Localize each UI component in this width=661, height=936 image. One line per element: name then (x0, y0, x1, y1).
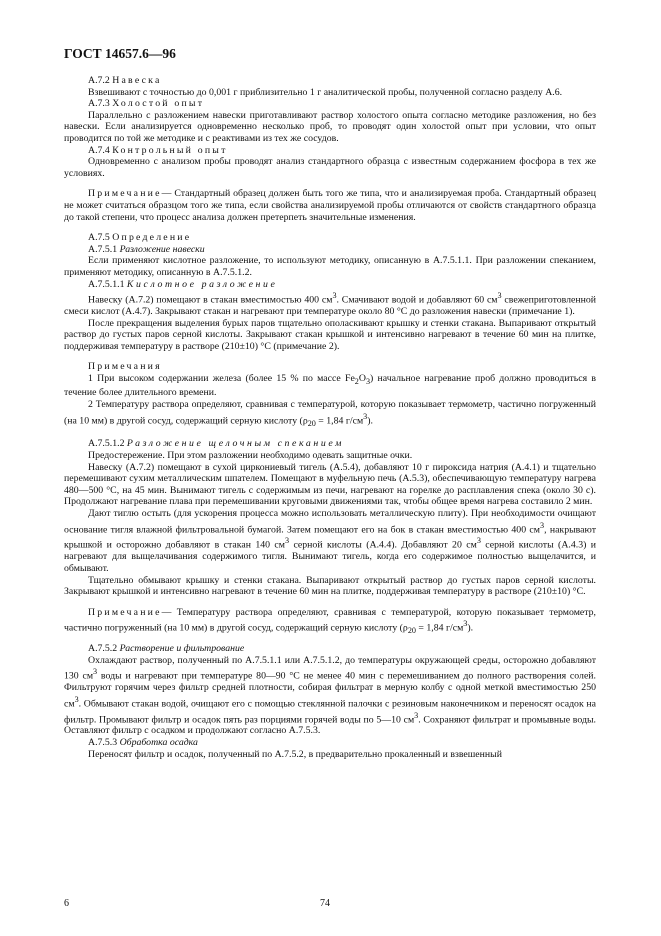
section-a7512-paragraph-1: Навеску (А.7.2) помещают в сухой циркониевый тигель (А.5.4), добавляют 10 г пироксида натрия (А.4.1) и тщательно перемешивают сухим металлическим шпателем. Помещают в муфельную печь (А.5.3), обеспечивающую температуру нагрева 480—500 °С, на 45 мин. Вынимают тигель с содержимым из печи, нагревают на горелке до расплавления спека (около 30 с). Продолжают нагревание плава при перемешивании круговыми движениями так, чтобы общее время нагрева составило 2 мин. (64, 461, 596, 508)
section-a7511-paragraph-1: Навеску (А.7.2) помещают в стакан вместимостью 400 $см^3$. Смачивают водой и добавляют 60 $см^3$ свежеприготовленной смеси кислот (А.4.7). Закрывают стакан и нагревают при температуре около 80 °С до разложения навески (примечание 1). (64, 291, 596, 317)
section-a7512-paragraph-2: Дают тиглю остыть (для ускорения процесса можно использовать металлическую плиту). При необходимости очищают основание тигля влажной фильтровальной бумагой. Затем помещают его на бок в стакан вместимостью 400 $см^3$, накрывают крышкой и осторожно добавляют в стакан 140 $см^3$ серной кислоты (А.4.4). Добавляют 20 $см^3$ серной кислоты (А.4.3) и нагревают для выщелачивания содержимого тигля. Вынимают тигель, когда его содержимое полностью выщелачится, и обмывают. (64, 508, 596, 574)
page-number-left: 6 (64, 898, 69, 909)
section-a751-heading: А.7.5.1 Разложение навески (88, 243, 205, 255)
note-iron-content: 1 При высоком содержании железа (более 15 % по массе $Fe_2O_3$) начальное нагревание проб должно проводиться в течение более длительного времени. (64, 372, 596, 399)
page-number-center: 74 (320, 898, 330, 909)
section-a72-heading: А.7.2 Навеска (88, 75, 162, 86)
section-a73-text: Параллельно с разложением навески приготавливают раствор холостого опыта согласно методике разложения, но без навески. Если анализируется одновременно несколько проб, то проводят один холостой опыт при условии, что опыт проводится по той же методике и с реактивами из тех же сосудов. (64, 109, 596, 144)
section-a72-text: Взвешивают с точностью до 0,001 г приблизительно 1 г аналитической пробы, полученной согласно разделу А.6. (88, 86, 563, 98)
section-a7511-paragraph-2: После прекращения выделения бурых паров тщательно ополаскивают крышку и стенки стакана. Выпаривают открытый раствор до густых паров серной кислоты. Закрывают стакан крышкой и интенсивно нагревают в течение 60 мин на плитке, поддерживая температуру в растворе (210±10) °С (примечание 2). (64, 317, 596, 352)
note-temperature: 2 Температуру раствора определяют, сравнивая с температурой, которую показывает термометр, частично погруженный (на 10 мм) в другой сосуд, содержащий серную кислоту ($\rho_{20} = 1,84$ $г/см^3$). (64, 399, 596, 428)
standard-code-header: ГОСТ 14657.6—96 (64, 46, 176, 61)
section-a73-heading: А.7.3 Холостой опыт (88, 98, 205, 110)
document-body (64, 75, 596, 760)
section-a7512-heading: А.7.5.1.2 Разложение щелочным спеканием (88, 438, 344, 450)
section-a751-text: Если применяют кислотное разложение, то используют методику, описанную в А.7.5.1.1. При разложении спеканием, применяют методику, описанную в А.7.5.1.2. (64, 255, 596, 278)
section-a752-heading: А.7.5.2 Растворение и фильтрование (88, 643, 245, 655)
note-temperature-alkaline: Примечание— Температуру раствора определяют, сравнивая с температурой, которую показывает термометр, частично погруженный (на 10 мм) в другой сосуд, содержащий серную кислоту ($\rho_{20} = 1,84$ $г/см^3$). (64, 606, 596, 636)
section-a74-text: Одновременно с анализом пробы проводят анализ стандартного образца с известным содержанием фосфора в тех же условиях. (64, 156, 596, 179)
section-a753-heading: А.7.5.3 Обработка осадка (88, 737, 198, 749)
section-a7512-warning: Предостережение. При этом разложении необходимо одевать защитные очки. (88, 450, 413, 462)
section-a7511-heading: А.7.5.1.1 Кислотное разложение (88, 278, 278, 290)
section-a753-text: Переносят фильтр и осадок, полученный по А.7.5.2, в предварительно прокаленный и взвешенный (88, 748, 502, 760)
section-a7512-paragraph-3: Тщательно обмывают крышку и стенки стакана. Выпаривают открытый раствор до густых паров серной кислоты. Закрывают крышкой и интенсивно нагревают в течение 60 мин на плитке, поддерживая температуру в растворе (210±10) °С. (64, 574, 596, 598)
section-a74-heading: А.7.4 Контрольный опыт (88, 144, 228, 156)
section-a752-text: Охлаждают раствор, полученный по А.7.5.1.1 или А.7.5.1.2, до температуры окружающей среды, осторожно добавляют 130 $см^3$ воды и нагревают при температуре 80—90 °С не менее 40 мин с перемешиванием до полного растворения солей. Фильтруют горячим через фильтр средней плотности, собирая фильтрат в мерную колбу с одной меткой вместимостью 250 $см^3$. Обмывают стакан водой, очищают его с помощью стеклянной палочки с резиновым наконечником и переносят осадок на фильтр. Промывают фильтр и осадок пять раз порциями горячей воды по 5—10 $см^3$. Сохраняют фильтрат и промывные воды. Оставляют фильтр с осадком и продолжают согласно А.7.5.3. (64, 654, 596, 737)
notes-heading: Примечания (88, 361, 162, 373)
section-a75-heading: А.7.5 Определение (88, 232, 192, 244)
note-standard-sample: Примечание— Стандартный образец должен быть того же типа, что и анализируемая проба. Стандартный образец не может считаться образцом того же типа, если свойства анализируемой пробы отличаются от свойств стандартного образца до такой степени, что процесс анализа должен претерпеть значительные изменения. (64, 188, 596, 223)
